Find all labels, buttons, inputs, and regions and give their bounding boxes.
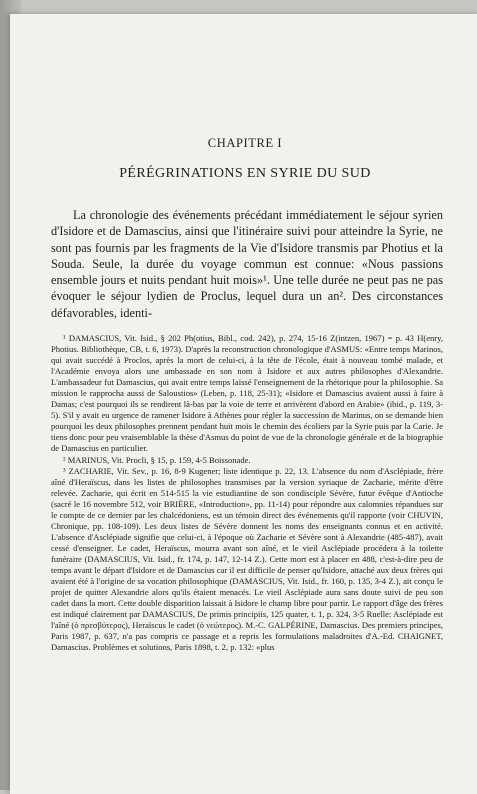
chapter-title: PÉRÉGRINATIONS EN SYRIE DU SUD (119, 166, 371, 181)
footnote-3: ³ ZACHARIE, Vit. Sev., p. 16, 8-9 Kugener; liste identique p. 22, 13. L'absence du nom d'Asclépiade, frère aîné d'Heraïscus, dans les listes de philosophes transmises par la version syriaque de Zacharie, mérite d'être relevée. Zacharie, qui écrit en 514-515 la vie estudiantine de son condisciple Sévère, futur évêque d'Antioche (sacré le 16 novembre 512, voir BRIÈRE, «Introduction», pp. 11-14) pour répondre aux calomnies répandues sur le compte de ce dernier par les chalcédoniens, est un témoin direct des événements qu'il rapporte (voir CHUVIN, Chronique, pp. 108-109). Les deux listes de Sévère donnent les noms des enseignants connus et en activité. L'absence d'Asclépiade signifie que celui-ci, à l'époque où Zacharie et Sévère sont à Alexandrie (485-487), avait cessé d'enseigner. Le cadet, Heraïscus, mourra avant son aîné, et le vieil Asclépiade procédera à la toilette funéraire (DAMASCIUS, Vit. Isid., fr. 174, p. 147, 12-14 Z.). Cette mort est à placer en 488, c'est-à-dire peu de temps avant le départ d'Isidore et de Damascius car il est difficile de penser qu'Isidore, attaché aux deux frères qui avaient été à l'origine de sa vocation philosophique (DAMASCIUS, Vit. Isid., fr. 160, p. 135, 3-4 Z.), ait conçu le projet de quitter Alexandrie alors qu'ils étaient menacés. Le vieil Asclépiade aura sans doute suivi de peu son cadet dans la mort. Cette double disparition laissait à Isidore le champ libre pour partir. Le rapport d'âge des frères est indiqué clairement par DAMASCIUS, De primis principiis, 125 quater, t. 1, p. 324, 3-5 Ruelle: Asclépiade est l'aîné (ὁ πρεσβύτερος), Heraïscus le cadet (ὁ νεώτερος). M.-C. GALPÉRINE, Damascius. Des premiers principes, Paris 1987, p. 637, n'a pas compris ce passage et a repris les formulations maladroites d'A.-Ed. CHAIGNET, Damascius. Problèmes et solutions, Paris 1898, t. 2, p. 132: «plus (51, 465, 443, 653)
body-paragraph: La chronologie des événements précédant immédiatement le séjour syrien d'Isidore et de Damascius, ainsi que l'itinéraire suivi pour atteindre la Syrie, ne sont pas fournis par les fragments de la Vie d'Isidore transmis par Photius et la Souda. Seule, la durée du voyage commun est connue: «Nous passions ensemble jours et nuits pendant huit mois»¹. Une telle durée ne peut pas ne pas évoquer le séjour lydien de Proclus, lequel dura un an². Des circonstances défavorables, identi- (51, 208, 443, 320)
chapter-heading: CHAPITRE I (207, 136, 283, 150)
book-page (10, 14, 477, 794)
main-text (51, 207, 443, 321)
footnote-1: ¹ DAMASCIUS, Vit. Isid., § 202 Ph(otius, Bibl., cod. 242), p. 274, 15-16 Z(intzen, 1967) = p. 43 H(enry, Photius. Bibliothèque, CB, t. 6, 1973). D'après la reconstruction chronologique d'ASMUS: «Entre temps Marinos, qui avait succédé à Proclos, après la mort de celui-ci, à la tête de l'école, était à nouveau tombé malade, et l'Académie envoya alors une ambassade en son nom à Isidore et aux autres philosophes d'Alexandrie. L'ambassadeur fut Damascius, qui avait entre temps laissé l'enseignement de la rhétorique pour la philosophie. Sa mission le rapprocha aussi de Saloustios» (Leben, p. 118, 25-31); «Isidore et Damascius avaient aussi à faire à Damas; c'est pourquoi ils se rendirent là-bas par la voie de terre et arrivèrent d'abord en Arabie» (ibid., p. 119, 3-5). S'il y avait eu urgence de ramener Isidore à Athènes pour régler la succession de Marinus, on se demande bien pourquoi les deux philosophes prennent pendant huit mois le chemin des écoliers par la Syrie puis par la Carie. Je tiens donc pour peu vraisemblable la thèse d'Asmus du point de vue de la chronologie générale et de la biographie de Damascius en particulier. (51, 333, 443, 454)
footnotes (51, 333, 443, 653)
footnote-2: ² MARINUS, Vit. Procli, § 15, p. 159, 4-5 Boissonade. (63, 454, 251, 465)
